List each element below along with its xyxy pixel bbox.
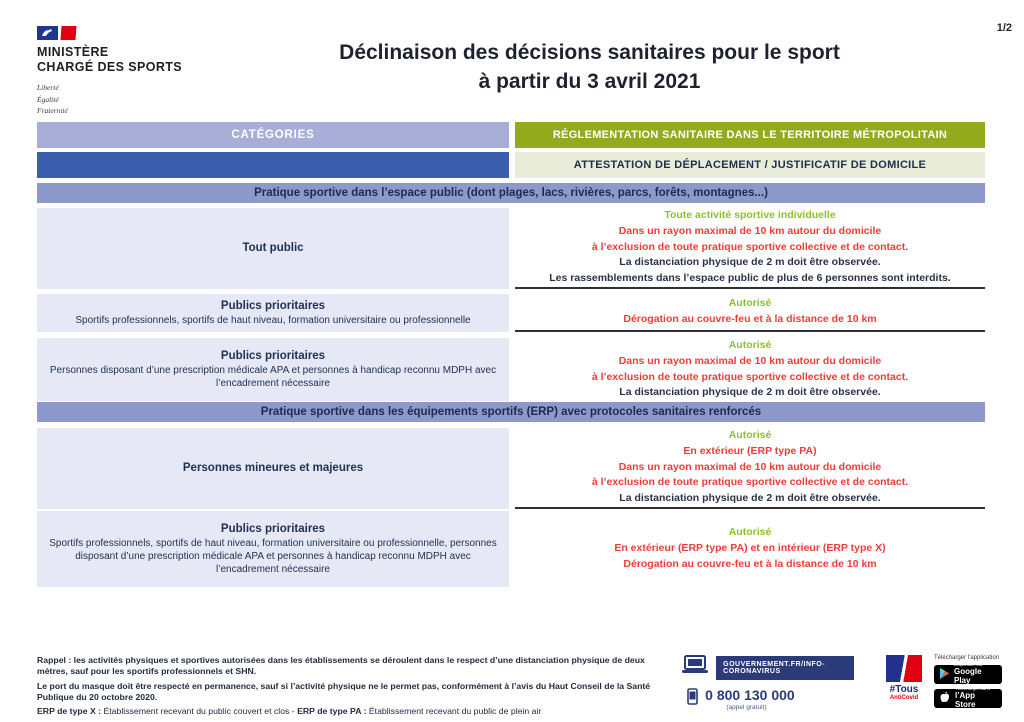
blue-spacer-bar xyxy=(37,152,509,178)
google-play-badge[interactable] xyxy=(934,662,1002,685)
column-header-reglementation: RÉGLEMENTATION SANITAIRE DANS LE TERRITOIRE MÉTROPOLITAIN xyxy=(515,122,985,148)
apple-icon xyxy=(940,690,950,708)
page-number: 1/2 xyxy=(996,22,1012,34)
row-left-cell xyxy=(37,294,509,332)
french-flag-icon xyxy=(37,26,83,41)
app-store-badge-top: Télécharger dans xyxy=(955,686,991,692)
rule-line: à l’exclusion de toute pratique sportive collective et de contact. xyxy=(591,370,909,383)
category-subtitle: Sportifs professionnels, sportifs de haut niveau, formation universitaire ou professionnelle, personnes disposant d’une prescription médicale APA et personnes à handicap reconnu MDPH avec l’encadrement nécessaire xyxy=(49,538,497,576)
decision-table xyxy=(37,122,985,587)
rule-line: Autorisé xyxy=(728,526,772,539)
category-title: Publics prioritaires xyxy=(220,522,326,535)
rule-line: Dans un rayon maximal de 10 km autour du domicile xyxy=(618,354,882,367)
rule-line: En extérieur (ERP type PA) xyxy=(683,444,817,457)
table-row xyxy=(37,428,985,505)
section-header-equipements-sportifs: Pratique sportive dans les équipements sportifs (ERP) avec protocoles sanitaires renforcés xyxy=(37,402,985,422)
rule-line: La distanciation physique de 2 m doit être observée. xyxy=(619,256,881,269)
row-left-cell xyxy=(37,338,509,401)
gov-link-badge[interactable]: GOUVERNEMENT.FR/INFO-CORONAVIRUS xyxy=(716,656,854,680)
footer-note: Le port du masque doit être respecté en permanence, sauf si l’activité physique ne le permet pas, conformément à l’avis du Haut Conseil de la Santé Publique du 20 octobre 2020. xyxy=(37,680,651,702)
tousanticovid-name: #Tous xyxy=(889,684,919,695)
ministry-logo xyxy=(37,26,182,117)
table-row xyxy=(37,338,985,398)
erp-pa-label: ERP de type PA : xyxy=(297,706,367,717)
phone-number[interactable]: 0 800 130 000 xyxy=(705,687,795,703)
footer xyxy=(37,655,1002,721)
phone-icon xyxy=(687,688,698,710)
google-play-badge-name: Google Play xyxy=(954,667,982,685)
row-right-cell xyxy=(515,338,985,401)
column-header-categories: CATÉGORIES xyxy=(37,122,509,148)
attestation-header: ATTESTATION DE DÉPLACEMENT / JUSTIFICATIF DE DOMICILE xyxy=(515,152,985,178)
laptop-icon xyxy=(681,655,709,680)
government-contact-block xyxy=(681,655,854,721)
category-title: Personnes mineures et majeures xyxy=(182,461,364,474)
row-right-cell xyxy=(515,428,985,509)
app-download-label: Télécharger l’application xyxy=(934,655,1000,661)
motto: Liberté Égalité Fraternité xyxy=(37,83,68,116)
google-play-badge-top: Disponible sur xyxy=(954,662,983,668)
table-row xyxy=(37,208,985,288)
rule-line: à l’exclusion de toute pratique sportive collective et de contact. xyxy=(591,476,909,489)
category-title: Publics prioritaires xyxy=(220,299,326,312)
app-store-badge-name: l’App Store xyxy=(955,691,976,709)
page-title: Déclinaison des décisions sanitaires pour le sport à partir du 3 avril 2021 xyxy=(339,41,840,94)
phone-note: (appel gratuit) xyxy=(726,704,767,711)
rule-line: Les rassemblements dans l’espace public de plus de 6 personnes sont interdits. xyxy=(549,272,951,284)
rule-line: La distanciation physique de 2 m doit être observée. xyxy=(619,386,881,399)
ministry-name: MINISTÈRE CHARGÉ DES SPORTS xyxy=(37,45,183,74)
erp-pa-text: Établissement recevant du public de plein air xyxy=(366,706,542,717)
category-subtitle: Personnes disposant d’une prescription médicale APA et personnes à handicap reconnu MDPH avec l’encadrement nécessaire xyxy=(49,365,497,390)
table-row xyxy=(37,511,985,587)
tousanticovid-flag-icon xyxy=(886,655,922,682)
tousanticovid-subname: AntiCovid xyxy=(889,695,919,701)
footer-note: Rappel : les activités physiques et sportives autorisées dans les établissements se déroulent dans le respect d’une distanciation physique de deux mètres, sauf pour les sportifs professionnels et SHN. xyxy=(37,655,645,677)
category-subtitle: Sportifs professionnels, sportifs de haut niveau, formation universitaire ou professionnelle xyxy=(75,315,471,327)
rule-line: Dans un rayon maximal de 10 km autour du domicile xyxy=(618,224,882,237)
rule-line: à l’exclusion de toute pratique sportive collective et de contact. xyxy=(591,240,909,253)
footer-note-erp xyxy=(37,706,659,717)
play-icon xyxy=(940,666,949,684)
row-right-cell xyxy=(515,208,985,289)
section-header-espace-public: Pratique sportive dans l’espace public (dont plages, lacs, rivières, parcs, forêts, montagnes...) xyxy=(37,183,985,203)
tousanticovid-logo xyxy=(884,655,924,721)
app-store-badge[interactable] xyxy=(934,686,1002,709)
footer-notes xyxy=(37,655,659,721)
rule-line: Dérogation au couvre-feu et à la distance de 10 km xyxy=(623,557,877,570)
row-left-cell xyxy=(37,208,509,289)
row-right-cell xyxy=(515,511,985,587)
category-title: Tout public xyxy=(242,241,304,254)
rule-line: La distanciation physique de 2 m doit être observée. xyxy=(619,492,881,504)
row-right-cell xyxy=(515,294,985,332)
rule-line: Autorisé xyxy=(728,339,772,351)
table-row xyxy=(37,294,985,332)
row-left-cell xyxy=(37,511,509,587)
rule-line: Dérogation au couvre-feu et à la distance de 10 km xyxy=(623,313,877,325)
erp-x-text: Établissement recevant du public couvert et clos - xyxy=(101,706,298,717)
row-left-cell xyxy=(37,428,509,509)
rule-line: En extérieur (ERP type PA) et en intérieur (ERP type X) xyxy=(614,542,886,555)
rule-line: Dans un rayon maximal de 10 km autour du domicile xyxy=(618,460,882,473)
category-title: Publics prioritaires xyxy=(220,349,326,362)
app-promo-block xyxy=(884,655,1002,721)
rule-line: Toute activité sportive individuelle xyxy=(664,209,836,221)
erp-x-label: ERP de type X : xyxy=(37,706,102,717)
rule-line: Autorisé xyxy=(728,297,772,310)
rule-line: Autorisé xyxy=(728,429,772,441)
